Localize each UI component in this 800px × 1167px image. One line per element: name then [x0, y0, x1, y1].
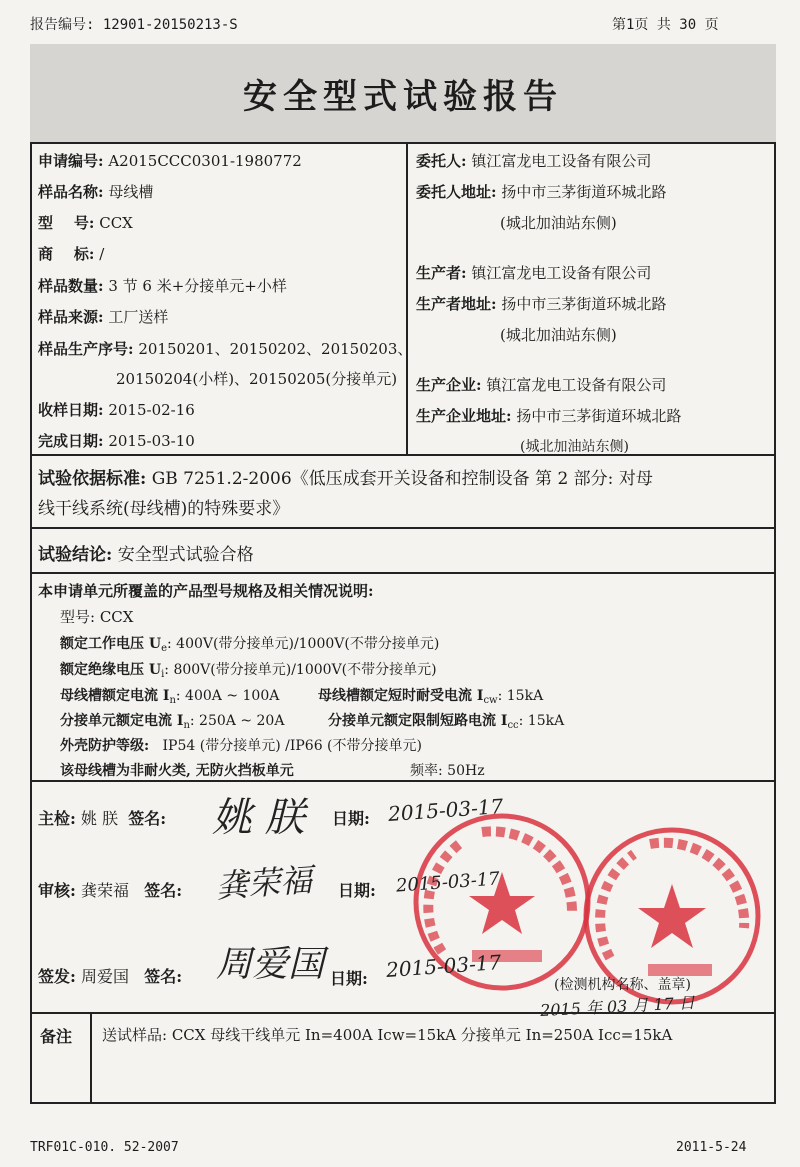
form-number: TRF01C-010. 52-2007	[30, 1140, 179, 1155]
spec-ip: 外壳防护等级: IP54 (带分接单元) /IP66 (不带分接单元)	[60, 738, 422, 754]
application-no: 申请编号: A2015CCC0301-1980772	[38, 152, 302, 170]
receive-date: 收样日期: 2015-02-16	[38, 401, 195, 419]
column-divider	[406, 144, 408, 454]
stamp-date: 2015 年 03 月 17 日	[539, 992, 696, 1021]
divider	[30, 527, 776, 529]
report-number: 报告编号: 12901-20150213-S	[30, 17, 238, 33]
client-address-cont: (城北加油站东侧)	[500, 214, 617, 232]
production-serial-cont: 20150204(小样)、20150205(分接单元)	[116, 370, 398, 388]
issuer-row: 签发: 周爱国 签名:	[38, 967, 183, 986]
issuer-date-label: 日期:	[330, 969, 368, 988]
spec-ui: 额定绝缘电压 $U_i$: 800V(带分接单元)/1000V(不带分接单元)	[60, 662, 437, 680]
spec-tap-current: 分接单元额定电流 $I_n$: 250A ~ 20A	[60, 713, 285, 731]
manufacturer-address-cont: (城北加油站东侧)	[520, 439, 629, 455]
spec-busway-current: 母线槽额定电流 $I_n$: 400A ~ 100A	[60, 688, 280, 706]
trademark: 商 标: /	[38, 245, 105, 263]
inspector-signature: 姚 朕	[212, 795, 305, 841]
producer-address-cont: (城北加油站东侧)	[500, 326, 617, 344]
producer-address: 生产者地址: 扬中市三茅街道环城北路	[416, 295, 667, 313]
test-basis-cont: 线干线系统(母线槽)的特殊要求》	[38, 499, 290, 519]
complete-date: 完成日期: 2015-03-10	[38, 432, 195, 450]
reviewer-signature: 龚荣福	[214, 860, 314, 906]
spec-fire: 该母线槽为非耐火类, 无防火挡板单元	[60, 763, 294, 779]
reviewer-date: 2015-03-17	[395, 868, 501, 897]
remark-label: 备注	[40, 1027, 73, 1046]
spec-model: 型号: CCX	[60, 608, 134, 626]
issuer-signature: 周爱国	[216, 944, 325, 985]
inspector-date-label: 日期:	[332, 809, 370, 828]
issuer-date: 2015-03-17	[385, 950, 503, 982]
spec-icw: 母线槽额定短时耐受电流 $I_{cw}$: 15kA	[318, 688, 544, 706]
divider	[30, 572, 776, 574]
title-bar	[30, 44, 776, 144]
client: 委托人: 镇江富龙电工设备有限公司	[416, 152, 652, 170]
reviewer-row: 审核: 龚荣福 签名:	[38, 881, 183, 900]
production-serial: 样品生产序号: 20150201、20150202、20150203、	[38, 340, 413, 358]
remark-divider	[90, 1012, 92, 1104]
inspector-row: 主检: 姚 朕 签名:	[38, 809, 167, 828]
remark-value: 送试样品: CCX 母线干线单元 In=400A Icw=15kA 分接单元 In=250A Icc=15kA	[102, 1026, 673, 1044]
spec-icc: 分接单元额定限制短路电流 $I_{cc}$: 15kA	[328, 713, 565, 731]
manufacturer: 生产企业: 镇江富龙电工设备有限公司	[416, 376, 667, 394]
page-indicator: 第1页 共 30 页	[612, 17, 719, 33]
sample-source: 样品来源: 工厂送样	[38, 308, 169, 326]
sample-name: 样品名称: 母线槽	[38, 183, 154, 201]
reviewer-date-label: 日期:	[338, 881, 376, 900]
form-date: 2011-5-24	[676, 1140, 747, 1155]
model: 型 号: CCX	[38, 214, 133, 232]
test-basis: 试验依据标准: GB 7251.2-2006《低压成套开关设备和控制设备 第 2 部分: 对母	[38, 469, 653, 489]
producer: 生产者: 镇江富龙电工设备有限公司	[416, 264, 652, 282]
spec-intro: 本申请单元所覆盖的产品型号规格及相关情况说明:	[38, 582, 374, 600]
divider	[30, 780, 776, 782]
spec-frequency: 频率: 50Hz	[410, 763, 485, 779]
inspector-date: 2015-03-17	[387, 794, 505, 826]
test-conclusion: 试验结论: 安全型式试验合格	[38, 545, 254, 565]
manufacturer-address: 生产企业地址: 扬中市三茅街道环城北路	[416, 407, 682, 425]
client-address: 委托人地址: 扬中市三茅街道环城北路	[416, 183, 667, 201]
report-title: 安全型式试验报告	[243, 76, 563, 117]
stamp-note: (检测机构名称、盖章)	[554, 977, 691, 993]
divider	[30, 454, 776, 456]
spec-ue: 额定工作电压 $U_e$: 400V(带分接单元)/1000V(不带分接单元)	[60, 636, 440, 654]
sample-quantity: 样品数量: 3 节 6 米+分接单元+小样	[38, 277, 287, 295]
